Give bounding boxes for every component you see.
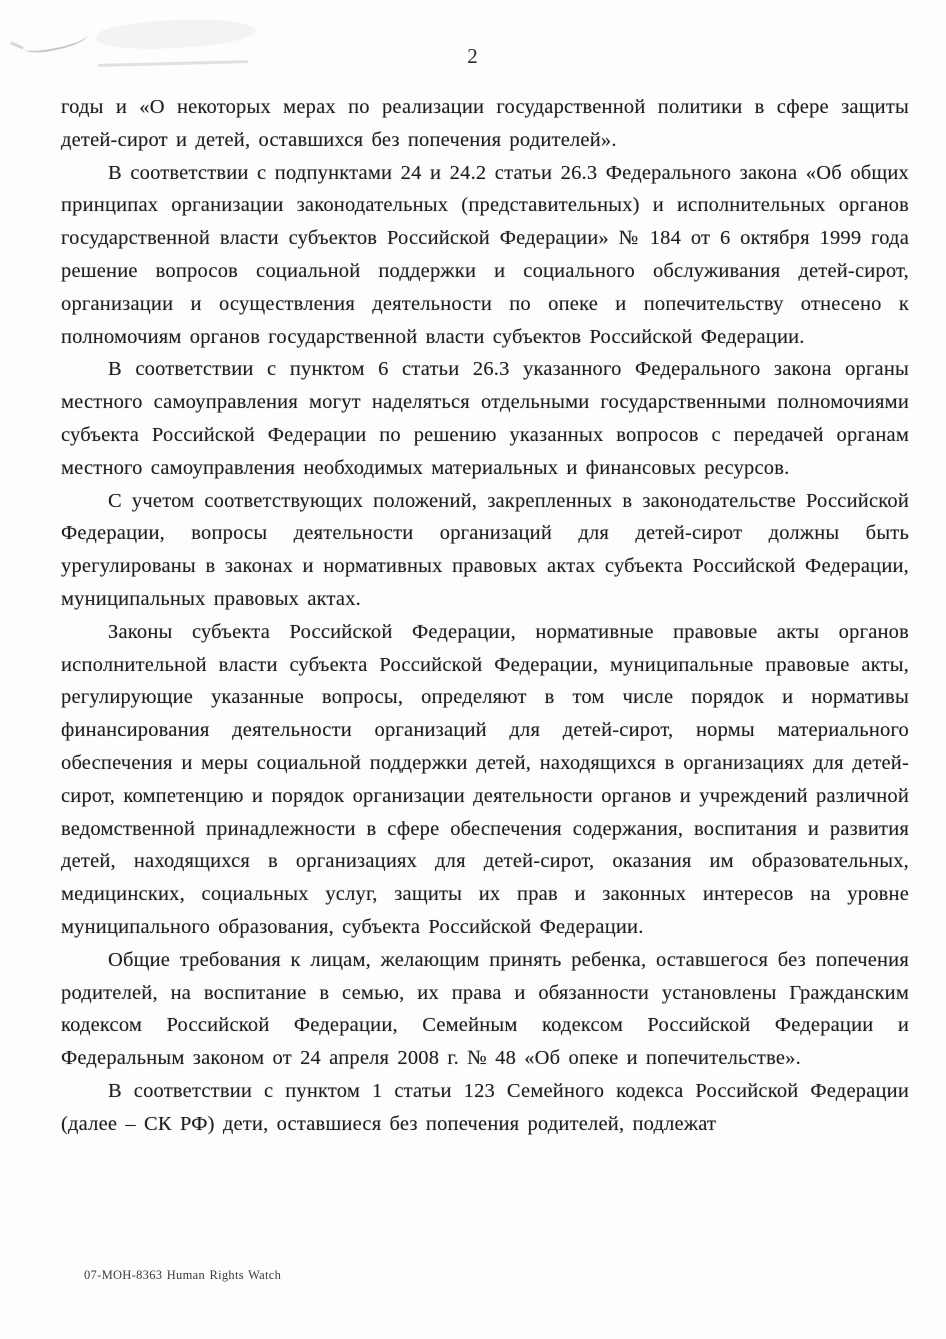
bates-stamp-footer: 07-MOH-8363 Human Rights Watch — [84, 1268, 282, 1282]
paragraph: Законы субъекта Российской Федерации, нормативные правовые акты органов исполнительной власти субъекта Российской Федерации, муниципальные правовые акты, регулирующие указанные вопросы, определяют в том числе порядок и нормативы финансирования деятельности организаций для детей-сирот, нормы материального обеспечения и меры социальной поддержки детей, находящихся в организациях для детей-сирот, компетенцию и порядок организации деятельности органов и учреждений различной ведомственной принадлежности в сфере обеспечения содержания, воспитания и развития детей, находящихся в организациях для детей-сирот, оказания им образовательных, медицинских, социальных услуг, защиты их прав и законных интересов на уровне муниципального образования, субъекта Российской Федерации. — [61, 620, 909, 938]
paragraph: В соответствии с подпунктами 24 и 24.2 статьи 26.3 Федерального закона «Об общих принципах организации законодательных (представительных) и исполнительных органов государственной власти субъектов Российской Федерации» № 184 от 6 октября 1999 года решение вопросов социальной поддержки и социального обслуживания детей-сирот, организации и осуществления деятельности по опеке и попечительству отнесено к полномочиям органов государственной власти субъектов Российской Федерации. — [61, 161, 909, 348]
paragraph: В соответствии с пунктом 1 статьи 123 Семейного кодекса Российской Федерации (далее – СК РФ) дети, оставшиеся без попечения родителей, подлежат — [61, 1079, 909, 1135]
paragraph: С учетом соответствующих положений, закрепленных в законодательстве Российской Федерации, вопросы деятельности организаций для детей-сирот должны быть урегулированы в законах и нормативных правовых актах субъекта Российской Федерации, муниципальных правовых актах. — [61, 489, 909, 610]
paragraph: Общие требования к лицам, желающим принять ребенка, оставшегося без попечения родителей, на воспитание в семью, их права и обязанности установлены Гражданским кодексом Российской Федерации, Семейным кодексом Российской Федерации и Федеральным законом от 24 апреля 2008 г. № 48 «Об опеке и попечительстве». — [61, 948, 909, 1070]
paragraph: В соответствии с пунктом 6 статьи 26.3 указанного Федерального закона органы местного самоуправления могут наделяться отдельными государственными полномочиями субъекта Российской Федерации по решению указанных вопросов с передачей органам местного самоуправления необходимых материальных и финансовых ресурсов. — [61, 358, 909, 479]
document-text-body — [61, 91, 909, 1141]
paragraph-continuation: годы и «О некоторых мерах по реализации государственной политики в сфере защиты детей-сирот и детей, оставшихся без попечения родителей». — [61, 96, 909, 151]
page-number: 2 — [467, 44, 479, 68]
